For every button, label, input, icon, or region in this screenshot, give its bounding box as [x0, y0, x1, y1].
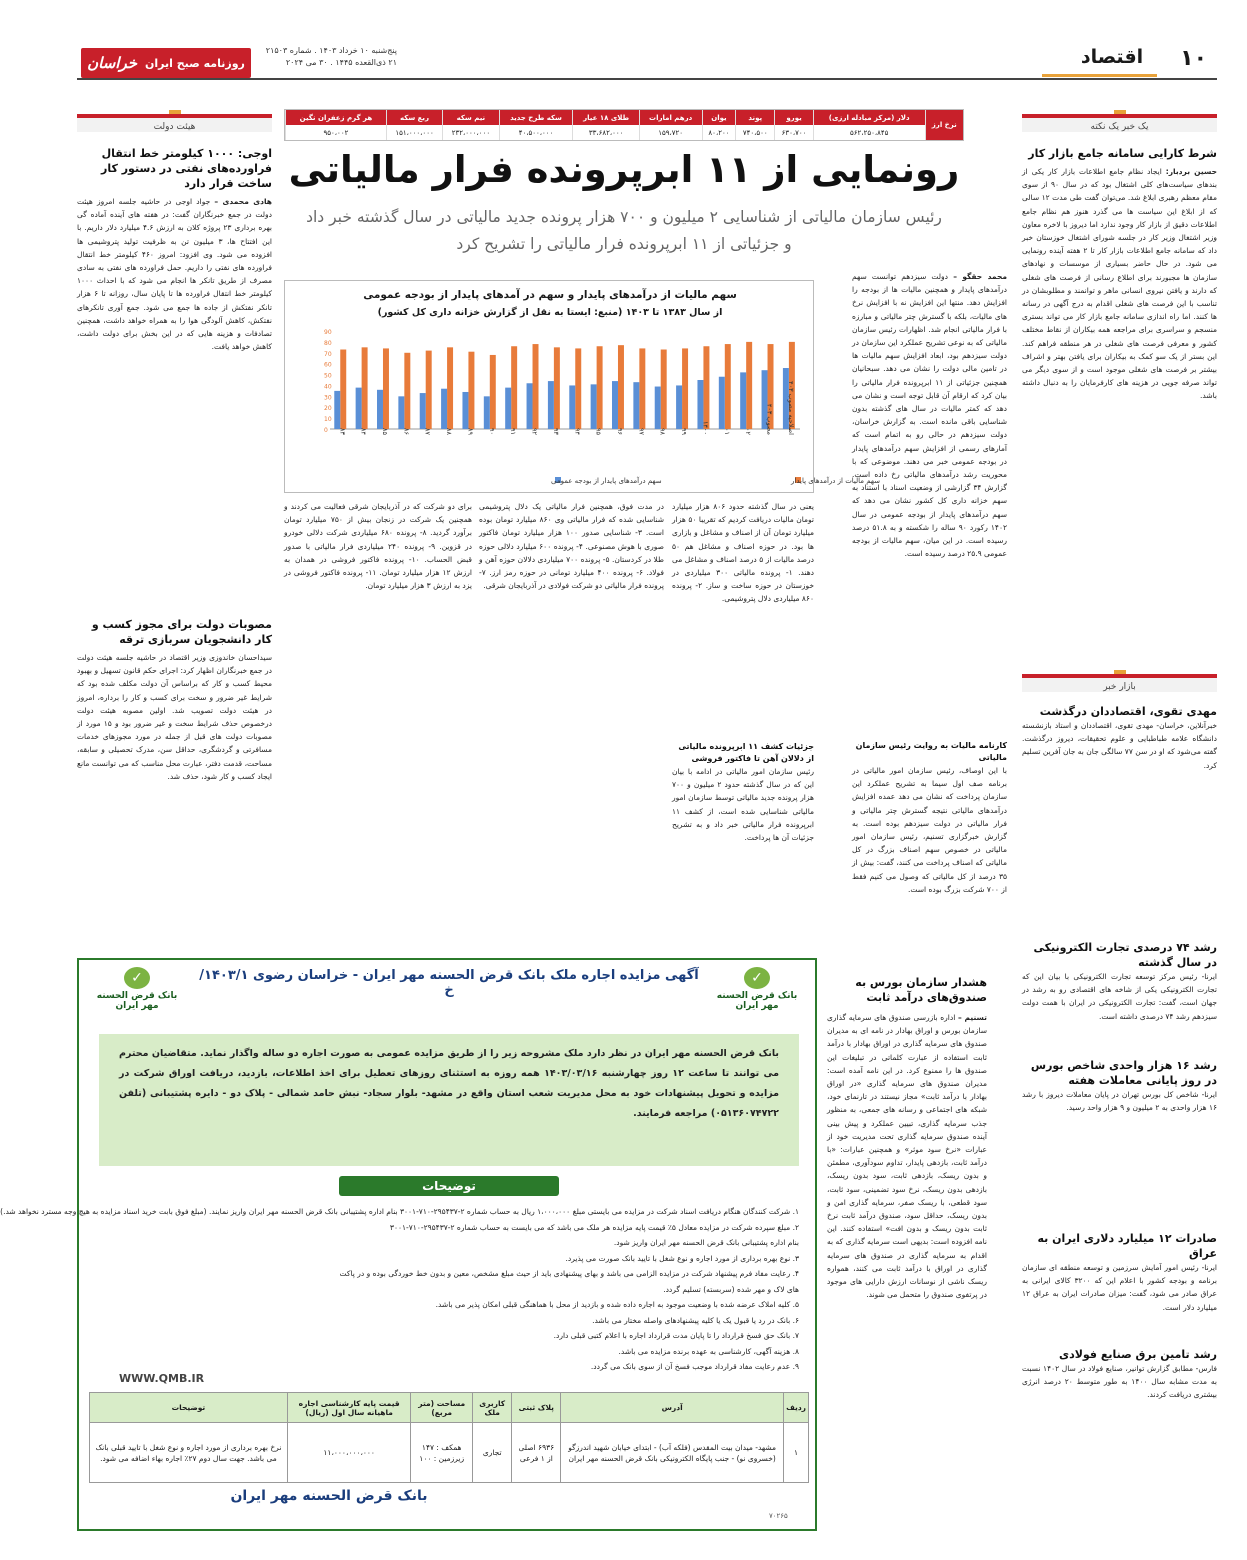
- bar-stable-revenue-share: [527, 383, 533, 429]
- bar-stable-revenue-share: [569, 385, 575, 429]
- bar-stable-revenue-share: [377, 390, 383, 429]
- x-tick-label: ۰۱: [722, 428, 731, 435]
- y-tick-label: 70: [324, 350, 332, 358]
- x-tick-label: ۹۹: [680, 428, 689, 435]
- x-tick-label: ۹۴: [573, 428, 582, 435]
- bar-tax-share: [554, 347, 560, 429]
- logo-name: خراسان: [87, 54, 138, 72]
- news-body: ایرنا- رئیس امور آمایش سرزمین و توسعه منطقه ای سازمان برنامه و بودجه کشور با اعلام این که ۳۲۰۰ کالای ایرانی به عراق صادر می شود، گفت: میزان صادرات ایران به عراق ۱۲ میلیارد دلار است.: [1022, 1263, 1217, 1312]
- main-article-col-right: کارنامه مالیات به روایت رئیس سازمان مالیاتی با این اوصاف، رئیس سازمان امور مالیاتی در برنامه صف اول سیما به تشریح عملکرد این سازمان پرداخت که نشان می دهد عمده افزایش درآمدهای مالیاتی نتیجه گسترش چتر مالیاتی و فرار مالیاتی در دولت سیزدهم بوده است. به گزارش خبرگزاری تسنیم، رئیس سازمان امور مالیاتی در خصوص سهم اصناف بزرگ در کل مالیاتی که اصناف پرداخت می کنند، گفت: بیش از ۳۵ درصد از کل مالیاتی که وصول می کنیم فقط از ۷۰۰ شرکت بزرگ بوده است.: [852, 741, 1007, 894]
- one-news-one-point-header: یک خبر یک نکته: [1022, 114, 1217, 132]
- table-cell: همکف : ۱۴۷ زیرزمین : ۱۰۰: [411, 1423, 472, 1483]
- bar-stable-revenue-share: [676, 385, 682, 429]
- bank-logo-right: ✓ بانک قرض الحسنه مهر ایران: [707, 964, 807, 1014]
- bar-stable-revenue-share: [441, 389, 447, 429]
- y-tick-label: 10: [324, 416, 332, 424]
- dateline: پنج‌شنبه ۱۰ خرداد ۱۴۰۳ . شماره ۲۱۵۰۳ ۲۱ ذی‌القعده ۱۴۴۵ . ۳۰ می ۲۰۲۴: [265, 46, 397, 67]
- bar-tax-share: [725, 344, 731, 429]
- x-tick-label: ۸۸: [445, 428, 454, 435]
- subsection-title: جزئیات کشف ۱۱ ابرپرونده مالیاتی از دلالان آهن تا فاکتور فروشی: [678, 742, 814, 763]
- x-tick-label: ۹۷: [637, 428, 646, 435]
- ad-code: ۷۰۲۶۵: [769, 1512, 788, 1520]
- x-tick-label: ۱۴۰۰: [701, 421, 710, 435]
- news-market-header: بازار خبر: [1022, 674, 1217, 692]
- bar-stable-revenue-share: [462, 392, 468, 429]
- x-tick-label: اصلاحیه مصوب ۴۰۳: [786, 381, 795, 436]
- ad-note-item: ۴. رعایت مفاد فرم پیشنهاد شرکت در مزایده الزامی می باشد و بهای پیشنهادی باید از حیث مبلغ مشخص، معین و بدون خط خوردگی بوده و در پاکت: [339, 1269, 799, 1278]
- x-tick-label: ۸۳: [338, 428, 347, 435]
- x-tick-label: ۹۲: [530, 428, 539, 435]
- bar-stable-revenue-share: [334, 391, 340, 429]
- bar-tax-share: [639, 348, 645, 429]
- y-tick-label: 40: [324, 383, 332, 391]
- bar-stable-revenue-share: [356, 388, 362, 429]
- news-title: رشد تامین برق صنایع فولادی: [1058, 1348, 1217, 1361]
- exchange-rates-table: نرخ ارز دلار (مرکز مبادله ارزی) یورو پوند یوان درهم امارات طلای ۱۸ عیار سکه طرح جدید نیم سکه ربع سکه هر گرم زعفران نگین ۵۶۲،۲۵۰،۸۴۵ ۶۳۰،۷۰۰ ۷۴۰،۵۰۰ ۸۰،۲۰۰ ۱۵۹،۷۲۰ ۳۳،۶۸۲،۰۰۰ ۴۰،۵۰۰،۰۰۰ ۲۳۲،۰۰۰،۰۰۰ ۱۵۱،۰۰۰،۰۰۰ ۹۵۰،۰۰۲: [284, 109, 964, 141]
- ad-note-item: ۹. عدم رعایت مفاد قرارداد موجب فسخ آن از سوی بانک می گردد.: [590, 1362, 799, 1371]
- page-number: ۱۰: [1180, 46, 1207, 71]
- ad-notes: [0, 1204, 799, 1375]
- bar-tax-share: [340, 350, 346, 429]
- section-accent: [1042, 74, 1157, 77]
- newspaper-logo: [81, 48, 251, 78]
- bar-stable-revenue-share: [633, 382, 639, 429]
- chart-title: سهم مالیات از درآمدهای پایدار و سهم در آمدهای پایدار از بودجه عمومی: [363, 289, 737, 301]
- logo-tagline: روزنامه صبح ایران: [145, 56, 245, 70]
- article-body: تسنیم – اداره بازرسی صندوق های سرمایه گذاری سازمان بورس و اوراق بهادار در نامه ای به مدیران صندوق های سرمایه گذاری در اوراق بهادار با درآمد ثابت استفاده از عبارت کلماتی در تبلیغات این صندوق ها را ممنوع کرد. در این نامه آمده است: مدیران صندوق های سرمایه گذاری «در اوراق بهادار با درآمد ثابت» مجاز نیستند در تارنمای خود، شبکه های اجتماعی و رسانه های جمعی، به منظور جذب سرمایه گذاری، تبیین عملکرد و پیش بینی آینده صندوق سرمایه گذاری تحت مدیریت خود از عبارات «نرخ سود موثر» و همچنین عبارات: «با درآمد ثابت، بازدهی پایدار، تداوم سودآوری، مطمئن و بدون ریسک، بازدهی ثابت، سود بدون ریسک، بازدهی بدون ریسک، نرخ سود تضمینی، سود ثابت، سود قطعی، با ریسک صفر، سرمایه گذاری امن و بدون ریسک، حداقل سود، صندوق درآمد ثابت نرخ ثابت بدون ریسک و بدون افت» استفاده کنند. این نامه افزوده است: بدیهی است سرمایه گذاری که به اقدام به سرمایه گذاری در صندوق های سرمایه گذاری در اوراق با درآمد ثابت می کنند، همواره ریسک ناشی از نوسانات ارزش دارایی های موجود در پرتفوی صندوق را متحمل می شوند.: [827, 1013, 987, 1300]
- bar-stable-revenue-share: [505, 388, 511, 429]
- bar-tax-share: [490, 355, 496, 429]
- main-article-col2: یعنی در سال گذشته حدود ۸۰۶ هزار میلیارد تومان مالیات دریافت کردیم که تقریبا ۵۰ هزار میلیارد تومان آن از اصناف و مشاغل و بازاری ها بود. در حوزه اصناف و مشاغل هم ۵۰ درصد مالیات از ۵ درصد اصناف و مشاغل می دهند. ۱- پرونده مالیاتی ۳۰۰ میلیاردی در خوزستان در حوزه ساخت و ساز. ۲- پرونده ۸۶۰ میلیاردی دلال پتروشیمی. جزئیات کشف ۱۱ ابرپرونده مالیاتی از دلالان آهن تا فاکتور فروشی رئیس سازمان امور مالیاتی در ادامه با بیان این که در سال گذشته حدود ۲ میلیون و ۷۰۰ هزار پرونده جدید مالیاتی توسط سازمان امور مالیاتی شناسایی شده است، از کشف ۱۱ ابرپرونده فرار مالیاتی خبر داد و به تشریح جزئیات آن ها پرداخت.: [672, 502, 815, 843]
- section-title: اقتصاد: [1080, 46, 1144, 68]
- table-header-cell: توضیحات: [90, 1393, 288, 1423]
- bar-tax-share: [533, 344, 539, 429]
- legend-label: سهم درآمدهای پایدار از بودجه عمومی: [551, 477, 662, 485]
- news-list: [1022, 704, 1217, 814]
- table-cell: تجاری: [472, 1423, 512, 1483]
- news-title: رشد ۱۶ هزار واحدی شاخص بورس در روز پایانی معاملات هفته: [1030, 1059, 1217, 1087]
- article-title: هشدار سازمان بورس به صندوق‌های درآمد ثابت: [855, 976, 987, 1004]
- x-tick-label: ۹۶: [615, 428, 624, 435]
- check-icon: ✓: [744, 967, 770, 989]
- main-article-col4: برای دو شرکت که در آذربایجان شرقی فعالیت می کردند و همچنین یک شرکت در زنجان بیش از ۷۵۰ میلیارد تومان برآورد گردید. ۸- پرونده ۶۸۰ میلیاردی شرکت دلالی خودرو در قزوین. ۹- پرونده ۲۴۰ میلیاردی فرار مالیاتی با صدور قبض الحساب. ۱۰- پرونده فاکتور فروشی در همدان به ارزش ۱۲ هزار میلیارد تومان. ۱۱- پرونده فاکتور فروشی در یزد به ارزش ۳ هزار میلیارد تومان.: [284, 502, 473, 591]
- ad-title: آگهی مزایده اجاره ملک بانک قرض الحسنه مهر ایران - خراسان رضوی ۱۴۰۳/۱/خ: [199, 968, 699, 998]
- table-header-cell: قیمت پایه کارشناسی اجاره ماهیانه سال اول (ریال): [287, 1393, 411, 1423]
- auction-ad: [0, 958, 817, 1531]
- ad-note-item: بنام اداره پشتیبانی بانک قرض الحسنه مهر ایران واریز شود.: [613, 1238, 799, 1247]
- table-cell: نرخ بهره برداری از مورد اجاره و نوع شغل با تایید قبلی بانک می باشد. جهت سال دوم ۲۷٪ اجاره بهاء اضافه می شود.: [90, 1423, 288, 1483]
- article-body: هادی محمدی – جواد اوجی در حاشیه جلسه امروز هیئت دولت در جمع خبرنگاران گفت: در هفته های آینده آماده گی بهره برداری ۲۳ پروژه کلان به ارزش ۴.۶ میلیارد دلار داریم. با این افتتاح ها، ۳ میلیون تن به ظرفیت تولید پتروشیمی ها افزوده می شود. وی افزود: امروز ۴۶۰ کیلومتر خط انتقال فراورده های نفتی را داریم. حمل فراورده های نفتی به سادی مصرف از طریق تانکر ها انجام می شود که با احداث ۱۰۰۰ کیلومتر خط انتقال فراورده ها تا پایان سال، روزانه تا ۶ هزار تانکر نفتکش از جاده ها جمع می شود. جمع آوری تانکرهای نفتکش، کاهش آلودگی هوا را به همراه خواهد داشت، همچنین تصادفات و هزینه هایی که در این بخش برای دولت داشت، کاهش خواهد یافت.: [77, 197, 272, 352]
- table-cell: ۱: [784, 1423, 809, 1483]
- bar-tax-share: [661, 350, 667, 429]
- table-cell: ۱۱،۰۰۰،۰۰۰،۰۰۰: [287, 1423, 411, 1483]
- table-header-cell: مساحت (متر مربع): [411, 1393, 472, 1423]
- ad-intro: بانک قرض الحسنه مهر ایران در نظر دارد ملک مشروحه زیر را از طریق مزایده عمومی به صورت اجاره دو ساله واگذار نماید. متقاضیان محترم می توانند تا ساعت ۱۲ روز چهارشنبه ۱۴۰۳/۰۳/۱۶ همه روزه به استثنای روزهای تعطیل برای اخذ اطلاعات، بازدید، دریافت اوراق شرکت در مزایده و تحویل پیشنهادات خود به محل مدیریت شعب استان واقع در مشهد- بلوار سجاد- نبش حامد شمالی - پلاک دو - دایره پشتیبانی (تلفن ۰۵۱۳۶۰۷۴۷۲۲) مراجعه فرمایند.: [99, 1034, 799, 1166]
- bar-tax-share: [383, 348, 389, 429]
- bar-tax-share: [746, 342, 752, 429]
- bar-stable-revenue-share: [548, 381, 554, 429]
- news-title: مهدی تقوی، اقتصاددان درگذشت: [1039, 705, 1217, 718]
- x-tick-label: ۹۱: [509, 428, 518, 435]
- table-header-cell: آدرس: [561, 1393, 784, 1423]
- ad-note-item: ۶. بانک در رد یا قبول یک یا کلیه پیشنهادهای واصله مختار می باشد.: [592, 1315, 799, 1325]
- table-header-cell: پلاک ثبتی: [512, 1393, 561, 1423]
- table-cell: ۶۹۳۶ اصلی از ۱ فرعی: [512, 1423, 561, 1483]
- chart-subtitle: از سال ۱۳۸۳ تا ۱۴۰۳ (منبع: ایستا به نقل از گزارش خزانه داری کل کشور): [377, 307, 723, 318]
- x-tick-label: ۹۸: [658, 428, 667, 435]
- main-headline: رونمایی از ۱۱ ابرپرونده فرار مالیاتی: [288, 148, 960, 191]
- subsection-title: کارنامه مالیات به روایت رئیس سازمان مالیاتی: [855, 741, 1007, 762]
- bar-tax-share: [618, 345, 624, 429]
- ad-note-item: ۷. بانک حق فسخ قرارداد را تا پایان مدت قرارداد اجاره با اعلام کتبی قبلی دارد.: [553, 1331, 799, 1340]
- table-header-cell: کاربری ملک: [472, 1393, 512, 1423]
- y-tick-label: 20: [324, 405, 332, 413]
- bar-stable-revenue-share: [420, 393, 426, 429]
- article-title: شرط کارایی سامانه جامع بازار کار: [1028, 147, 1217, 160]
- ad-website[interactable]: WWW.QMB.IR: [119, 1372, 205, 1385]
- ad-footer: بانک قرض الحسنه مهر ایران: [230, 1488, 428, 1504]
- x-tick-label: ۸۹: [466, 428, 475, 435]
- x-tick-label: ۹۵: [594, 428, 603, 435]
- bar-tax-share: [404, 353, 410, 429]
- y-tick-label: 50: [324, 372, 332, 380]
- legend-label: سهم مالیات از درآمدهای پایدار: [791, 477, 881, 485]
- x-tick-label: ۹۰: [487, 428, 496, 435]
- main-article-col1: محمد حقگو – دولت سیزدهم توانست سهم درآمدهای پایدار و همچنین مالیات ها از بودجه را افزایش دهد. منتها این افزایش نه با افزایش نرخ های مالیات، بلکه با گسترش چتر مالیاتی و مبارزه با فرار مالیاتی انجام شد. اظهارات رئیس سازمان مالیاتی که به نوعی تشریح عملکرد این سازمان در دولت سیزدهم بود، ابعاد افزایش سهم مالیات ها در تامین مالی دولت را نشان می دهد. سبحانیان همچنین جزئیاتی از ۱۱ ابرپرونده فرار مالیاتی را بیان کرد که ارقام آن قابل توجه است و نشان می دهد که کمتر مالیات در سال های گذشته بدون شناسایی باقی مانده است. به گزارش خراسان، دولت سیزدهم در حالی رو به اتمام است که آمارهای رسمی از افزایش سهم درآمدهای پایدار در بودجه عمومی خبر می دهند. موضوعی که با محوریت رشد درآمدهای مالیاتی رخ داده است. گزارش ۳۴ گزارشی از وضعیت اسناد با استناد به سهم خزانه داری کل کشور نشان می دهد که سهم درآمدهای پایدار از بودجه عمومی در سال ۱۴۰۲ رکورد ۹۰ ساله را شکسته و به ۵۱.۸ درصد رسیده است. در این میان، سهم مالیات از بودجه عمومی ۲۵.۹ درصد رسیده است.: [852, 272, 1008, 559]
- ad-note-item: ۸. هزینه آگهی، کارشناسی به عهده برنده مزایده می باشد.: [618, 1346, 799, 1356]
- y-tick-label: 60: [324, 361, 332, 369]
- table-header-row: [90, 1393, 809, 1423]
- article-title: مصوبات دولت برای مجوز کسب و کار دانشجویان سربازی ترقه: [91, 618, 272, 646]
- news-body: خبرآنلاین، خراسان- مهدی تقوی، اقتصاددان و استاد بازنشسته دانشگاه علامه طباطبایی و علوم تحقیقات، دیروز درگذشت. گفته می‌شود که او در سن ۷۷ سالگی جان به جان آفرین تسلیم کرد.: [1022, 721, 1217, 770]
- news-body: ایرنا- رئیس مرکز توسعه تجارت الکترونیکی با بیان این که تجارت الکترونیکی یکی از شاخه های اقتصادی رو به رشد در جهان است، گفت: تجارت الکترونیکی در ایران با همت دولت سیزدهم رشد ۷۴ درصدی داشته است.: [1022, 972, 1217, 1021]
- ad-note-item: های لاک و مهر شده (سربسته) تسلیم گردد.: [663, 1284, 799, 1294]
- bar-tax-share: [468, 352, 474, 429]
- bar-stable-revenue-share: [484, 396, 490, 429]
- bar-tax-share: [426, 351, 432, 429]
- rates-label: نرخ ارز: [925, 110, 963, 140]
- bar-stable-revenue-share: [591, 384, 597, 429]
- ad-note-item: ۱. شرکت کنندگان هنگام دریافت اسناد شرکت در مزایده می بایستی مبلغ ۱،۰۰۰،۰۰۰ ریال به حساب شماره ۲-۲۹۵۴۳۷-۷۱۰-۳۰۰۱ بنام اداره پشتیبانی بانک قرض الحسنه مهر ایران واریز نمایند. (مبلغ فوق بابت خرید اسناد مزایده به هیچ وجه مسترد نخواهد شد.): [0, 1207, 799, 1216]
- x-tick-label: ۸۷: [423, 428, 432, 435]
- bar-tax-share: [362, 347, 368, 429]
- article-body: سیداحسان خاندوزی وزیر اقتصاد در حاشیه جلسه هیئت دولت در جمع خبرنگاران اظهار کرد: اجرای حکم قانون تسهیل و بهبود محیط کسب و کار که براساس آن دولت مکلف شده بود که شرایط غیر ضرور و سخت برای کسب و کار را برداره، امروز در هیئت دولت تصویب شد. اولین مصوبه هیئت دولت درخصوص حذف شرایط سخت و غیر ضرور بود و ۱۵ مورد از مصوبات دولت های قبل از جمله در مورد مجوزهای خدمات مسافرتی و گردشگری، حداقل سن، مدرک تحصیلی و سابقه، مساحت، قدمت دفتر، عبارت محل مناسب که می توانست مانع ایجاد کسب و کار شود، حذف شد.: [77, 653, 273, 781]
- chart-plot: [285, 281, 881, 494]
- ad-note-item: ۲. مبلغ سپرده شرکت در مزایده معادل ۵٪ قیمت پایه مزایده هر ملک می باشد که می بایست به حساب شماره ۲-۲۹۵۴۳۷-۷۱۰-۳۰۰۱: [389, 1222, 799, 1232]
- y-tick-label: 80: [324, 339, 332, 347]
- table-row: [90, 1423, 809, 1483]
- y-tick-label: 0: [324, 427, 328, 434]
- news-body: فارس- مطابق گزارش توانیر، صنایع فولاد در سال ۱۴۰۲ نسبت به مدت مشابه سال ۱۴۰۰ به طور متوسط ۲۰ درصد انرژی بیشتری دریافت کردند.: [1022, 1364, 1218, 1400]
- bar-tax-share: [703, 346, 709, 429]
- ad-notes-title: توضیحات: [339, 1176, 559, 1196]
- check-icon: ✓: [124, 967, 150, 989]
- news-title: رشد ۷۴ درصدی تجارت الکترونیکی در سال گذشته: [1033, 941, 1217, 969]
- article-title: اوجی: ۱۰۰۰ کیلومتر خط انتقال فراورده‌های نفتی در دستور کار ساخت قرار دارد: [101, 147, 272, 190]
- right-column-lower: [1022, 940, 1217, 1482]
- news-body: ایرنا- شاخص کل بورس تهران در پایان معاملات دیروز با رشد ۱۶ هزار واحدی به ۲ میلیون و ۹ هزار واحد رسید.: [1022, 1090, 1217, 1113]
- bar-stable-revenue-share: [740, 372, 746, 429]
- table-cell: مشهد- میدان بیت المقدس (فلکه آب) - ابتدای خیابان شهید اندرزگو (خسروی نو) - جنب پایگاه الکترونیکی بانک قرض الحسنه مهر ایران: [561, 1423, 784, 1483]
- x-tick-label: ۸۵: [380, 428, 389, 435]
- x-tick-label: ۸۴: [359, 428, 368, 435]
- bourse-article: [827, 975, 987, 1535]
- bank-logo-left: ✓ بانک قرض الحسنه مهر ایران: [87, 964, 187, 1014]
- bar-tax-share: [511, 346, 517, 429]
- y-tick-label: 30: [324, 394, 332, 402]
- ad-note-item: ۳. نوع بهره برداری از مورد اجاره و نوع شغل با تایید بانک صورت می پذیرد.: [565, 1253, 799, 1263]
- left-column: [77, 110, 272, 945]
- x-tick-label: ۰۲: [744, 428, 753, 435]
- main-article-col3: در مدت فوق، همچنین فرار مالیاتی یک دلال پتروشیمی شناسایی شده که فرار مالیاتی وی ۸۶۰ میلیارد تومان بوده است. ۳- شناسایی صدور ۱۰۰ هزار میلیارد تومان فاکتور صوری با هوش مصنوعی. ۴- پرونده ۶۰۰ میلیارد دلالی حوزه طلا در کردستان. ۵- پرونده ۷۰۰ میلیاردی دلالان حوزه آهن و فولاد. ۶- پرونده ۴۰۰ میلیارد تومانی در حوزه رمز ارز. ۷- پرونده فرار مالیاتی دو شرکت فولادی در آذربایجان شرقی.: [479, 502, 664, 591]
- bar-stable-revenue-share: [655, 387, 661, 429]
- article-body: حسین بردبار: ایجاد نظام جامع اطلاعات بازار کار یکی از بندهای سیاست‌های کلی اشتغال بود که در سال ۹۰ از سوی مقام معظم رهبری ابلاغ شد. می‌توان گفت طی مدت ۱۲ سالی که از ابلاغ این سیاست ها می گذرد هنوز هم نظام جامع اطلاعات دقیق از بازار کار وجود ندارد اما دیروز با لاخره معاون وزیر اشتغال وزیر کار در جلسه شورای اشتغال خوزستان خبر داد که سامانه جامع اطلاعات بازار کار تا ۲ هفته آینده رونمایی می شود. در حال حاضر بسیاری از موسسات و نهادهای سازمان ها مجبورند برای اطلاع رسانی از فرصت های شغلی که دارند و یافتن نیروی انسانی ماهر و توانمند و مطلوبشان در تناسب با این فرصت های شغلی اقدام به درج آگهی در رسانه ها کنند. اما راه اندازی سامانه جامع بازار کار می تواند بستری منسجم و سراسری برای مراجعه همه بیکاران از نقاط مختلف کشور و معرفی فرصت های شغلی در هر منطقه فراهم کند. این بستر از یک سو کمک به بیکاران برای یافتن بهتر و اشراف بیشتر بر فرصت های شغلی موجود است و از سوی دیگر می تواند صرفه جویی در هزینه های کارفرمایان را به دنبال داشته باشد.: [1022, 167, 1217, 401]
- bar-stable-revenue-share: [719, 377, 725, 429]
- bar-tax-share: [447, 347, 453, 429]
- right-column: [1022, 110, 1217, 940]
- x-tick-label: مصوب ۴۰۳: [765, 403, 774, 435]
- main-subheadline: رئیس سازمان مالیاتی از شناسایی ۲ میلیون و ۷۰۰ هزار پرونده جدید مالیاتی در سال گذشته خبر داد و جزئیاتی از ۱۱ ابرپرونده فرار مالیاتی را تشریح کرد: [306, 208, 942, 253]
- bar-tax-share: [682, 348, 688, 429]
- table-header-cell: ردیف: [784, 1393, 809, 1423]
- news-title: صادرات ۱۲ میلیارد دلاری ایران به عراق: [1037, 1232, 1217, 1260]
- bar-stable-revenue-share: [398, 396, 404, 429]
- x-tick-label: ۹۳: [551, 428, 560, 435]
- bar-tax-share: [575, 348, 581, 429]
- bar-stable-revenue-share: [612, 381, 618, 429]
- y-tick-label: 90: [324, 329, 332, 336]
- tax-share-chart: [284, 280, 881, 493]
- bar-tax-share: [597, 346, 603, 429]
- ad-note-item: ۵. کلیه املاک عرضه شده با وضعیت موجود به اجاره داده شده و بازدید از محل با هماهنگی قبلی امکان پذیر می باشد.: [435, 1300, 799, 1309]
- x-tick-label: ۸۶: [402, 428, 411, 435]
- cabinet-header: هیئت دولت: [77, 114, 272, 132]
- ad-property-table: [89, 1392, 809, 1483]
